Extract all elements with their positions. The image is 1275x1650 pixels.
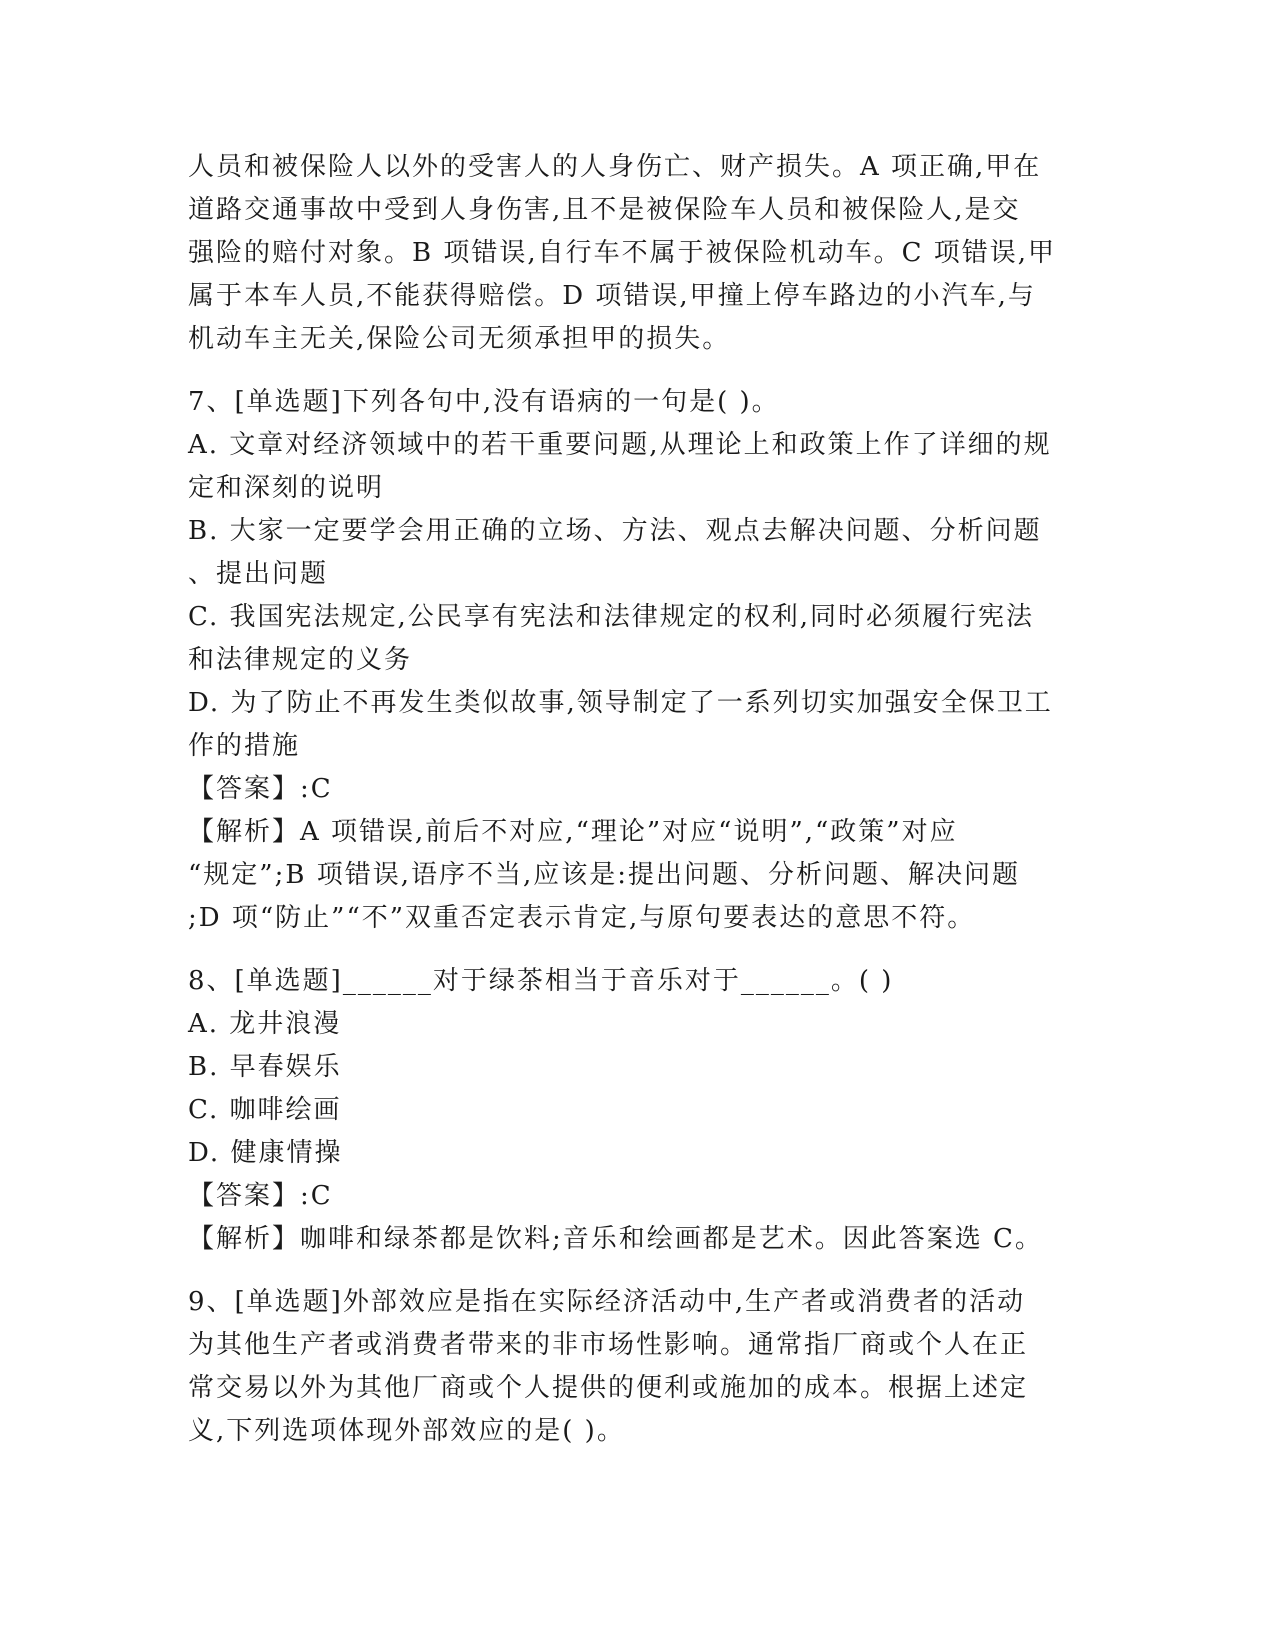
- question-stem: 9、[单选题]外部效应是指在实际经济活动中,生产者或消费者的活动: [188, 1287, 1026, 1317]
- question-8: [188, 960, 1088, 1261]
- option-d: D. 健康情操: [188, 1138, 343, 1168]
- answer: 【答案】:C: [188, 774, 333, 804]
- option-b-cont: 、提出问题: [188, 559, 329, 589]
- text-line: 人员和被保险人以外的受害人的人身伤亡、财产损失。A 项正确,甲在: [188, 152, 1042, 182]
- text-line: 机动车主无关,保险公司无须承担甲的损失。: [188, 324, 731, 354]
- option-c: C. 我国宪法规定,公民享有宪法和法律规定的权利,同时必须履行宪法: [188, 602, 1035, 632]
- option-a: A. 龙井浪漫: [188, 1009, 342, 1039]
- option-d: D. 为了防止不再发生类似故事,领导制定了一系列切实加强安全保卫工: [188, 688, 1053, 718]
- text-line: 属于本车人员,不能获得赔偿。D 项错误,甲撞上停车路边的小汽车,与: [188, 281, 1036, 311]
- text-line: 强险的赔付对象。B 项错误,自行车不属于被保险机动车。C 项错误,甲: [188, 238, 1057, 268]
- option-a-cont: 定和深刻的说明: [188, 473, 385, 503]
- option-d-cont: 作的措施: [188, 731, 301, 761]
- document-body: [188, 146, 1088, 1453]
- question-7: [188, 381, 1088, 940]
- option-c: C. 咖啡绘画: [188, 1095, 342, 1125]
- question-stem-cont: 义,下列选项体现外部效应的是( )。: [188, 1416, 625, 1446]
- answer: 【答案】:C: [188, 1181, 333, 1211]
- question-stem: 8、[单选题]______对于绿茶相当于音乐对于______。( ): [188, 966, 894, 996]
- analysis-line: ;D 项“防止”“不”双重否定表示肯定,与原句要表达的意思不符。: [188, 903, 976, 933]
- spacer: [188, 940, 1088, 960]
- analysis-line: 【解析】咖啡和绿茶都是饮料;音乐和绘画都是艺术。因此答案选 C。: [188, 1224, 1043, 1254]
- spacer: [188, 361, 1088, 381]
- option-b: B. 早春娱乐: [188, 1052, 342, 1082]
- analysis-line: “规定”;B 项错误,语序不当,应该是:提出问题、分析问题、解决问题: [188, 860, 1021, 890]
- question-stem-cont: 常交易以外为其他厂商或个人提供的便利或施加的成本。根据上述定: [188, 1373, 1029, 1403]
- analysis-line: 【解析】A 项错误,前后不对应,“理论”对应“说明”,“政策”对应: [188, 817, 958, 847]
- text-line: 道路交通事故中受到人身伤害,且不是被保险车人员和被保险人,是交: [188, 195, 1021, 225]
- option-c-cont: 和法律规定的义务: [188, 645, 413, 675]
- option-a: A. 文章对经济领域中的若干重要问题,从理论上和政策上作了详细的规: [188, 430, 1052, 460]
- question-9: [188, 1281, 1088, 1453]
- prev-explanation-tail: [188, 146, 1088, 361]
- question-stem-cont: 为其他生产者或消费者带来的非市场性影响。通常指厂商或个人在正: [188, 1330, 1029, 1360]
- question-stem: 7、[单选题]下列各句中,没有语病的一句是( )。: [188, 387, 780, 417]
- spacer: [188, 1261, 1088, 1281]
- option-b: B. 大家一定要学会用正确的立场、方法、观点去解决问题、分析问题: [188, 516, 1042, 546]
